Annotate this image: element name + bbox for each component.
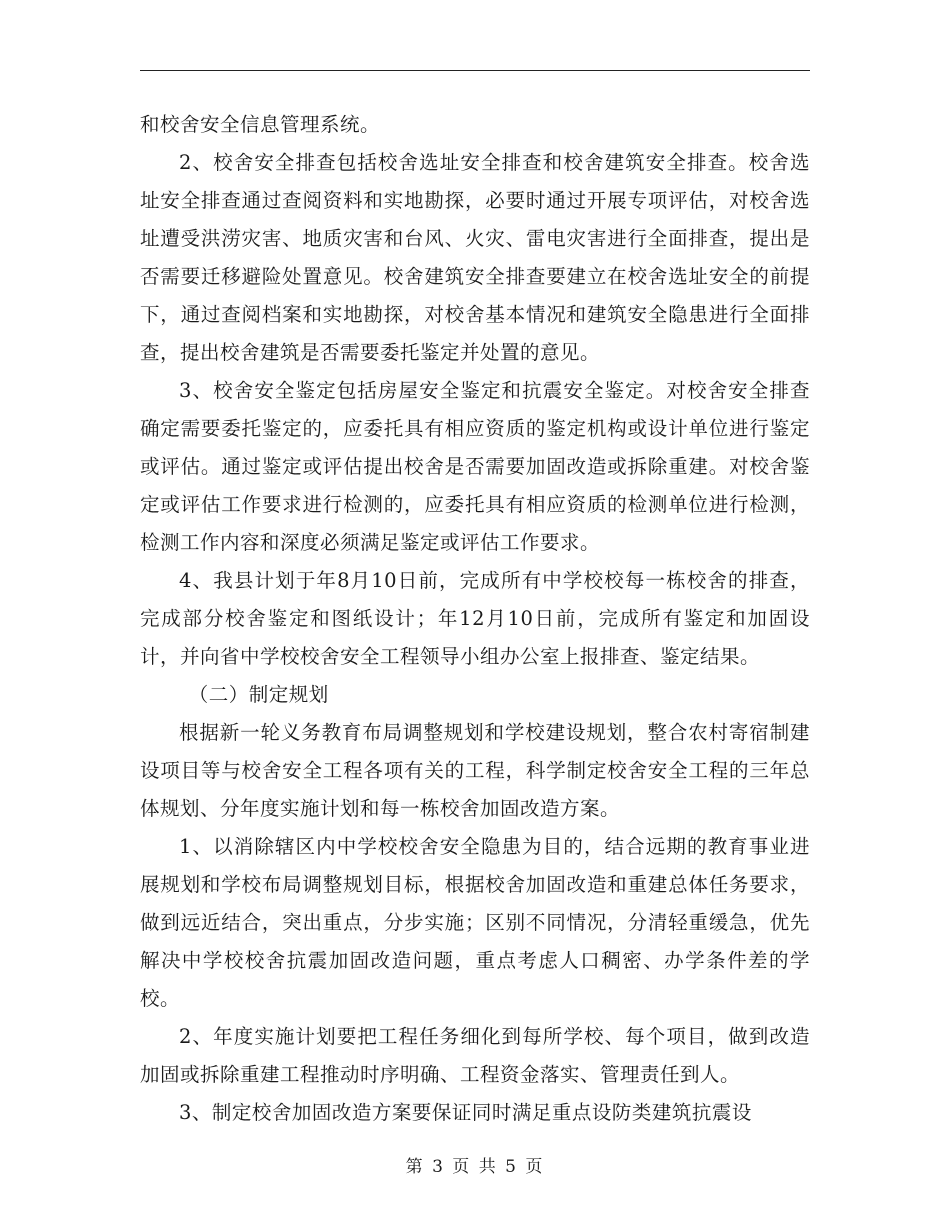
page-number-footer: 第 3 页 共 5 页 bbox=[405, 1157, 545, 1177]
paragraph-item-3: 3、校舍安全鉴定包括房屋安全鉴定和抗震安全鉴定。对校舍安全排查确定需要委托鉴定的，应委托具有相应资质的鉴定机构或设计单位进行鉴定或评估。通过鉴定或评估提出校舍是否需要加固改造或拆除重建。对校舍鉴定或评估工作要求进行检测的，应委托具有相应资质的检测单位进行检测，检测工作内容和深度必须满足鉴定或评估工作要求。 bbox=[140, 379, 810, 554]
header-rule bbox=[140, 70, 810, 71]
paragraph-plan-1: 1、以消除辖区内中学校校舍安全隐患为目的，结合远期的教育事业进展规划和学校布局调整规划目标，根据校舍加固改造和重建总体任务要求，做到远近结合，突出重点，分步实施；区别不同情况，分清轻重缓急，优先解决中学校校舍抗震加固改造问题，重点考虑人口稠密、办学条件差的学校。 bbox=[140, 835, 810, 1010]
paragraph-item-2: 2、校舍安全排查包括校舍选址安全排查和校舍建筑安全排查。校舍选址安全排查通过查阅资料和实地勘探，必要时通过开展专项评估，对校舍选址遭受洪涝灾害、地质灾害和台风、火灾、雷电灾害进行全面排查，提出是否需要迁移避险处置意见。校舍建筑安全排查要建立在校舍选址安全的前提下，通过查阅档案和实地勘探，对校舍基本情况和建筑安全隐患进行全面排查，提出校舍建筑是否需要委托鉴定并处置的意见。 bbox=[140, 151, 810, 364]
paragraph-continuation: 和校舍安全信息管理系统。 bbox=[140, 113, 381, 136]
paragraph-plan-2: 2、年度实施计划要把工程任务细化到每所学校、每个项目，做到改造加固或拆除重建工程推动时序明确、工程资金落实、管理责任到人。 bbox=[140, 1025, 810, 1086]
paragraph-item-4: 4、我县计划于年8月10日前，完成所有中学校校每一栋校舍的排查，完成部分校舍鉴定和图纸设计；年12月10日前，完成所有鉴定和加固设计，并向省中学校校舍安全工程领导小组办公室上报排查、鉴定结果。 bbox=[140, 569, 810, 668]
section-heading: （二）制定规划 bbox=[188, 683, 329, 706]
document-body bbox=[140, 106, 810, 1132]
paragraph-plan-3: 3、制定校舍加固改造方案要保证同时满足重点设防类建筑抗震设 bbox=[179, 1101, 752, 1124]
paragraph-intro: 根据新一轮义务教育布局调整规划和学校建设规划，整合农村寄宿制建设项目等与校舍安全工程各项有关的工程，科学制定校舍安全工程的三年总体规划、分年度实施计划和每一栋校舍加固改造方案。 bbox=[140, 721, 810, 820]
